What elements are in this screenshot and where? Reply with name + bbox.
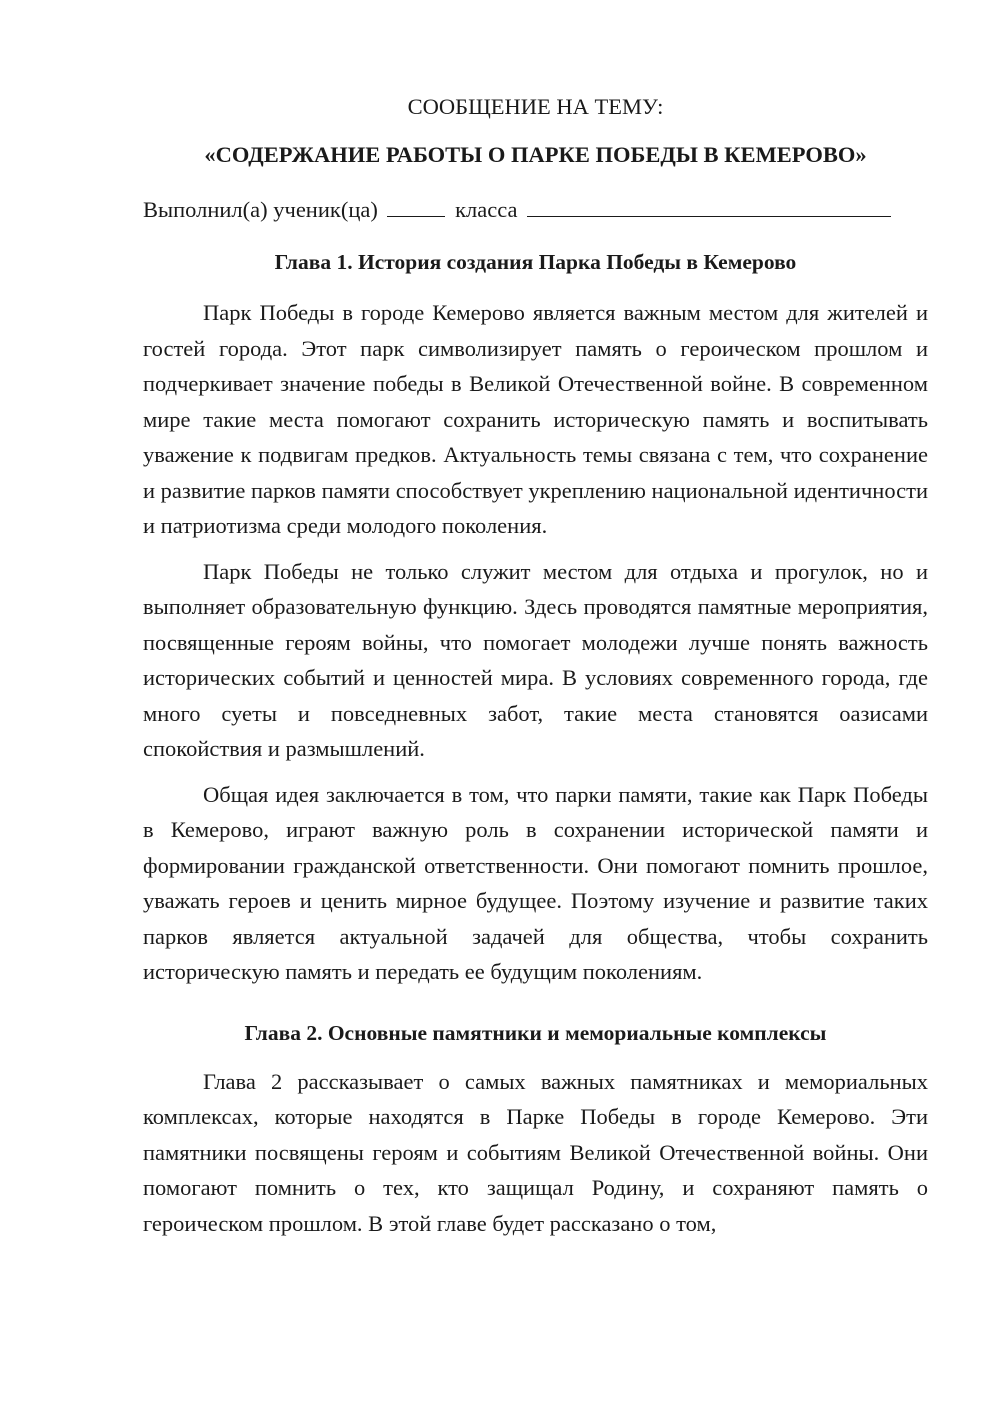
chapter-1-paragraph: Общая идея заключается в том, что парки памяти, такие как Парк Победы в Кемерово, играют важную роль в сохранении исторической памяти и формировании гражданской ответственности. Они помогают помнить прошлое, уважать героев и ценить мирное будущее. Поэтому изучение и развитие таких парков является актуальной задачей для общества, чтобы сохранить историческую память и передать ее будущим поколениям. xyxy=(143,781,928,984)
chapter-2-paragraph: Глава 2 рассказывает о самых важных памятниках и мемориальных комплексах, которые находятся в Парке Победы в городе Кемерово. Эти памятники посвящены героям и событиям Великой Отечественной войны. Они помогают помнить о тех, кто защищал Родину, и сохраняют память о героическом прошлом. В этой главе будет рассказано о том, xyxy=(143,1068,928,1236)
chapter-2-title: Глава 2. Основные памятники и мемориальные комплексы xyxy=(244,1020,827,1045)
chapter-1-title: Глава 1. История создания Парка Победы в Кемерово xyxy=(274,250,797,274)
document-page xyxy=(143,92,928,1251)
class-label: класса xyxy=(455,197,518,222)
document-title: СООБЩЕНИЕ НА ТЕМУ: xyxy=(407,94,664,119)
student-name-blank xyxy=(527,194,891,217)
performer-prefix: Выполнил(а) ученик(ца) xyxy=(143,197,378,222)
class-number-blank xyxy=(387,194,445,217)
performer-line xyxy=(143,194,928,225)
document-subtitle: «СОДЕРЖАНИЕ РАБОТЫ О ПАРКЕ ПОБЕДЫ В КЕМЕРОВО» xyxy=(204,142,867,167)
chapter-1-paragraph: Парк Победы не только служит местом для отдыха и прогулок, но и выполняет образовательную функцию. Здесь проводятся памятные мероприятия, посвященные героям войны, что помогает молодежи лучше понять важность исторических событий и ценностей мира. В условиях современного города, где много суеты и повседневных забот, такие места становятся оазисами спокойствия и размышлений. xyxy=(143,558,928,761)
chapter-1-paragraph: Парк Победы в городе Кемерово является важным местом для жителей и гостей города. Этот парк символизирует память о героическом прошлом и подчеркивает значение победы в Великой Отечественной войне. В современном мире такие места помогают сохранить историческую память и воспитывать уважение к подвигам предков. Актуальность темы связана с тем, что сохранение и развитие парков памяти способствует укреплению национальной идентичности и патриотизма среди молодого поколения. xyxy=(143,300,928,538)
